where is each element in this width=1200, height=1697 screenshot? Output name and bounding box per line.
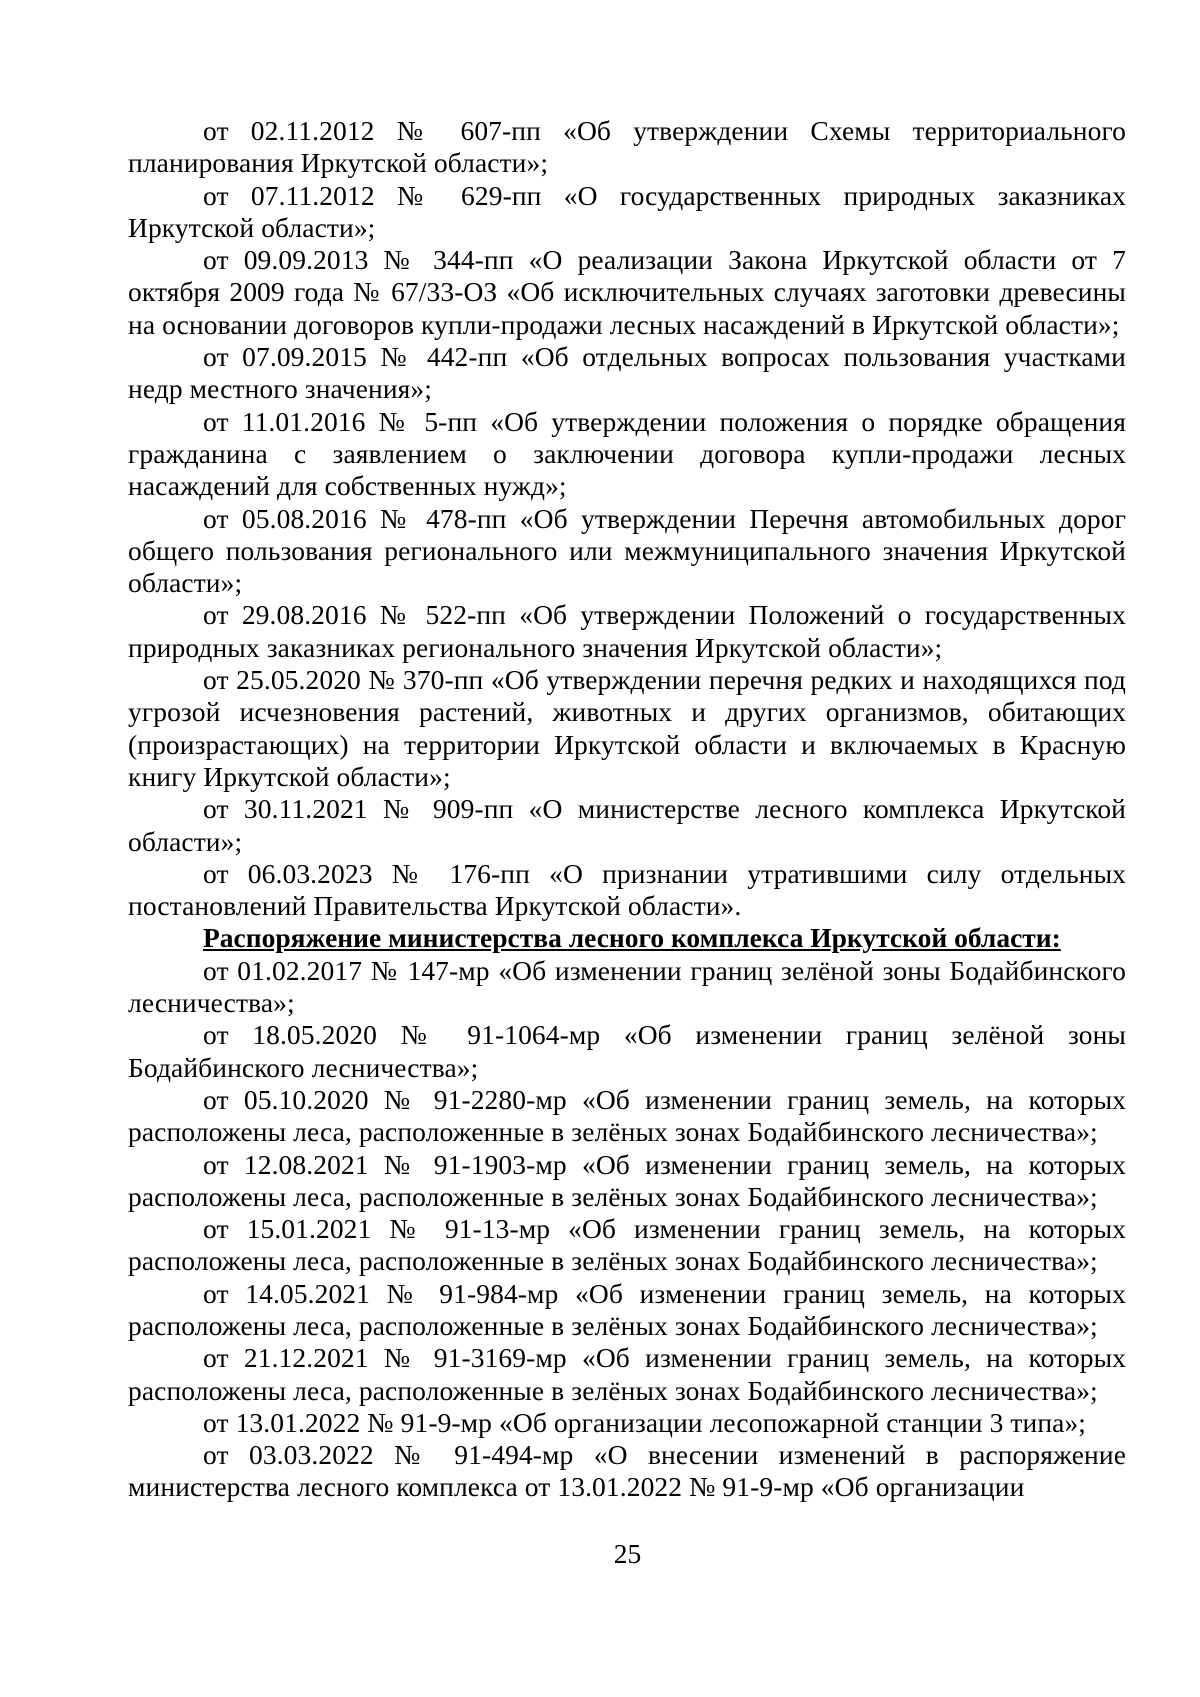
list-item: от 09.09.2013 № 344-пп «О реализации Закона Иркутской области от 7 октября 2009 года № 67/33-ОЗ «Об исключительных случаях заготовки древесины на основании договоров купли-продажи лесных насаждений в Иркутской области»; — [128, 244, 1126, 340]
list-item: от 18.05.2020 № 91-1064-мр «Об изменении границ зелёной зоны Бодайбинского лесничества»; — [128, 1019, 1126, 1083]
list-item: от 01.02.2017 № 147-мр «Об изменении границ зелёной зоны Бодайбинского лесничества»; — [128, 954, 1126, 1019]
list-item: от 29.08.2016 № 522-пп «Об утверждении Положений о государственных природных заказниках регионального значения Иркутской области»; — [128, 599, 1126, 663]
list-item: от 12.08.2021 № 91-1903-мр «Об изменении границ земель, на которых расположены леса, расположенные в зелёных зонах Бодайбинского лесничества»; — [128, 1148, 1126, 1212]
list-item: от 07.11.2012 № 629-пп «О государственных природных заказниках Иркутской области»; — [128, 179, 1126, 243]
document-page — [128, 115, 1126, 1504]
list-item: от 14.05.2021 № 91-984-мр «Об изменении границ земель, на которых расположены леса, расположенные в зелёных зонах Бодайбинского лесничества»; — [128, 1277, 1126, 1341]
list-item: от 21.12.2021 № 91-3169-мр «Об изменении границ земель, на которых расположены леса, расположенные в зелёных зонах Бодайбинского лесничества»; — [128, 1342, 1126, 1406]
list-item: от 05.10.2020 № 91-2280-мр «Об изменении границ земель, на которых расположены леса, расположенные в зелёных зонах Бодайбинского лесничества»; — [128, 1083, 1126, 1148]
list-item: от 13.01.2022 № 91-9-мр «Об организации лесопожарной станции 3 типа»; — [203, 1406, 1087, 1438]
list-item: от 02.11.2012 № 607-пп «Об утверждении Схемы территориального планирования Иркутской области»; — [128, 115, 1126, 179]
list-item: от 25.05.2020 № 370-пп «Об утверждении перечня редких и находящихся под угрозой исчезновения растений, животных и других организмов, обитающих (произрастающих) на территории Иркутской области и включаемых в Красную книгу Иркутской области»; — [128, 664, 1126, 792]
list-item: от 03.03.2022 № 91-494-мр «О внесении изменений в распоряжение министерства лесного комплекса от 13.01.2022 № 91-9-мр «Об организации — [128, 1439, 1126, 1503]
list-item: от 15.01.2021 № 91-13-мр «Об изменении границ земель, на которых расположены леса, расположенные в зелёных зонах Бодайбинского лесничества»; — [128, 1213, 1126, 1277]
list-item: от 05.08.2016 № 478-пп «Об утверждении Перечня автомобильных дорог общего пользования регионального или межмуниципального значения Иркутской области»; — [128, 502, 1126, 599]
list-item: от 30.11.2021 № 909-пп «О министерстве лесного комплекса Иркутской области»; — [128, 793, 1126, 857]
list-item: от 06.03.2023 № 176-пп «О признании утратившими силу отдельных постановлений Правительства Иркутской области». — [128, 857, 1126, 922]
section-heading: Распоряжение министерства лесного комплекса Иркутской области: — [203, 922, 1061, 954]
list-item: от 11.01.2016 № 5-пп «Об утверждении положения о порядке обращения гражданина с заявлением о заключении договора купли-продажи лесных насаждений для собственных нужд»; — [128, 405, 1126, 502]
page-number: 25 — [613, 1538, 642, 1569]
list-item: от 07.09.2015 № 442-пп «Об отдельных вопросах пользования участками недр местного значения»; — [128, 341, 1126, 405]
